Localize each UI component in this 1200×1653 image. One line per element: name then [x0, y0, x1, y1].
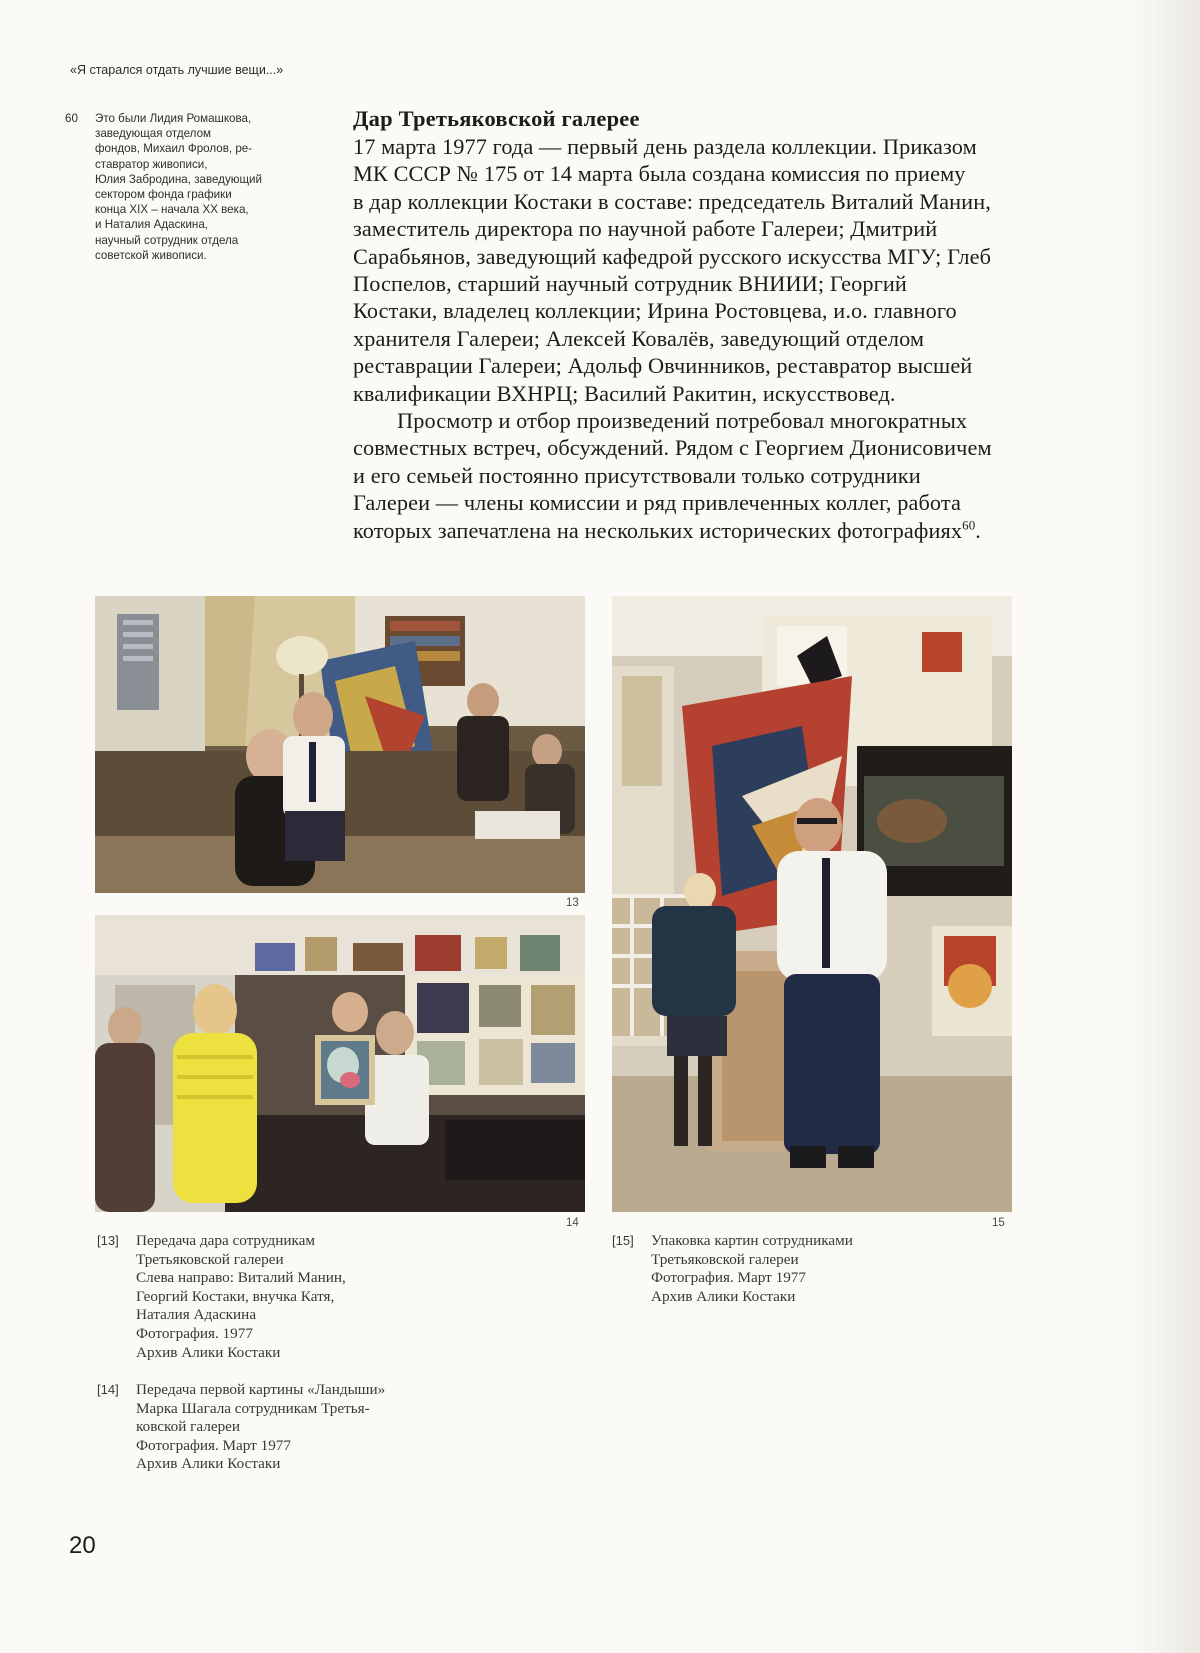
final-period: .: [975, 517, 981, 543]
caption-line: Георгий Костаки, внучка Катя,: [136, 1287, 335, 1305]
photo-14: [95, 915, 585, 1212]
photo-14-number: 14: [566, 1217, 579, 1229]
footnote-line: советской живописи.: [95, 248, 207, 262]
caption-line: Третьяковской галереи: [136, 1250, 284, 1268]
caption-line: Слева направо: Виталий Манин,: [136, 1269, 346, 1287]
text-line: Просмотр и отбор произведений потребовал многократных: [397, 408, 968, 434]
caption-13: [97, 1232, 346, 1362]
footnote-line: заведующая отделом: [95, 127, 211, 141]
photo-14-image: [95, 915, 585, 1212]
photo-15-image: [612, 596, 1012, 1212]
footnote-line: сектором фонда графики: [95, 188, 232, 202]
text-line: 17 марта 1977 года — первый день раздела коллекции. Приказом: [353, 134, 977, 159]
footnote-text: [95, 111, 285, 263]
text-line: МК СССР № 175 от 14 марта была создана комиссия по приему: [353, 161, 966, 187]
caption-line: Фотография. 1977: [136, 1324, 253, 1342]
caption-line: Фотография. Март 1977: [136, 1436, 291, 1454]
caption-text: [136, 1232, 346, 1362]
caption-line: Передача первой картины «Ландыши»: [136, 1381, 386, 1398]
caption-line: Третьяковской галереи: [651, 1250, 799, 1268]
caption-number: [15]: [612, 1233, 634, 1248]
footnote-line: Это были Лидия Ромашкова,: [95, 112, 252, 125]
caption-number: [13]: [97, 1233, 119, 1248]
caption-line: Фотография. Март 1977: [651, 1269, 806, 1287]
caption-line: Архив Алики Костаки: [136, 1343, 281, 1361]
caption-text: [136, 1381, 385, 1474]
text-line: Галереи — члены комиссии и ряд привлеченных коллег, работа: [353, 490, 961, 516]
page-number: 20: [69, 1532, 96, 1559]
text-line: в дар коллекции Костаки в составе: председатель Виталий Манин,: [353, 188, 991, 214]
caption-line: Архив Алики Костаки: [136, 1455, 281, 1473]
caption-number: [14]: [97, 1382, 119, 1397]
footnote-number: 60: [65, 112, 78, 125]
footnote-line: и Наталия Адаскина,: [95, 218, 208, 232]
text-line: заместитель директора по научной работе Галереи; Дмитрий: [353, 216, 938, 242]
text-line: Сарабьянов, заведующий кафедрой русского искусства МГУ; Глеб: [353, 243, 992, 269]
text-line: хранителя Галереи; Алексей Ковалёв, заведующий отделом: [353, 325, 925, 351]
text-line: и его семьей постоянно присутствовали только сотрудники: [353, 462, 921, 488]
caption-14: [97, 1381, 385, 1474]
footnote-line: Юлия Забродина, заведующий: [95, 172, 262, 186]
photo-15-number: 15: [992, 1217, 1005, 1229]
text-line: квалификации ВХНРЦ; Василий Ракитин, искусствовед.: [353, 380, 896, 406]
paragraph-1: [353, 133, 1113, 407]
footnote-60: [65, 111, 335, 263]
caption-line: Упаковка картин сотрудниками: [651, 1232, 853, 1249]
text-line: реставрации Галереи; Адольф Овчинников, реставратор высшей: [353, 353, 973, 379]
footnote-line: научный сотрудник отдела: [95, 233, 239, 247]
text-line: совместных встреч, обсуждений. Рядом с Георгием Дионисовичем: [353, 435, 992, 461]
photo-13-image: [95, 596, 585, 893]
footnote-line: ставратор живописи,: [95, 157, 208, 171]
paragraph-2: [353, 407, 1113, 544]
caption-line: ковской галереи: [136, 1418, 241, 1436]
photo-15: [612, 596, 1012, 1212]
caption-line: Архив Алики Костаки: [651, 1287, 796, 1305]
footnote-line: конца XIX – начала XX века,: [95, 203, 249, 217]
article-title: Дар Третьяковской галерее: [353, 106, 640, 131]
caption-line: Наталия Адаскина: [136, 1306, 257, 1324]
text-line: Костаки, владелец коллекции; Ирина Ростовцева, и.о. главного: [353, 298, 957, 324]
running-header: «Я старался отдать лучшие вещи...»: [70, 63, 284, 77]
page-edge-shadow: [1130, 0, 1200, 1653]
article: [353, 104, 1113, 544]
caption-15: [612, 1232, 853, 1306]
footnote-line: фондов, Михаил Фролов, ре-: [95, 142, 253, 156]
text-line: Поспелов, старший научный сотрудник ВНИИИ; Георгий: [353, 271, 907, 297]
footnote-reference[interactable]: 60: [962, 517, 976, 533]
photo-13-number: 13: [566, 897, 579, 909]
text-line-last: [353, 517, 1113, 544]
caption-text: [651, 1232, 853, 1306]
text-line-content: которых запечатлена на нескольких исторических фотографиях: [353, 517, 963, 543]
caption-line: Передача дара сотрудникам: [136, 1232, 315, 1249]
caption-line: Марка Шагала сотрудникам Третья-: [136, 1399, 370, 1417]
photo-13: [95, 596, 585, 893]
